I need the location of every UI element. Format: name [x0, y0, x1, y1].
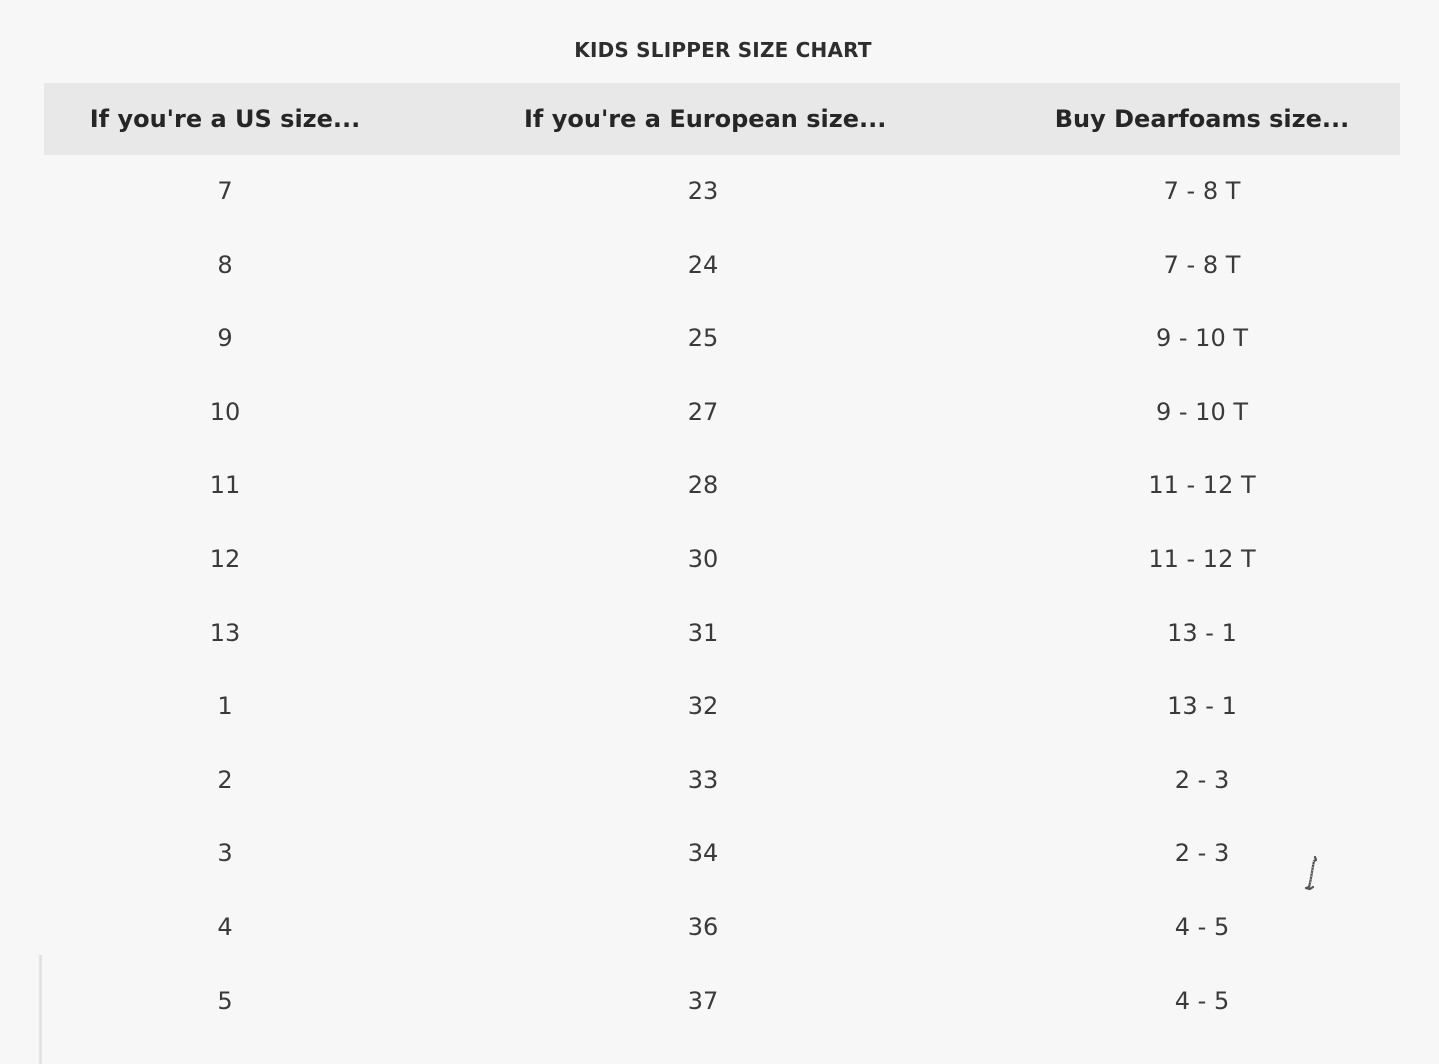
european-size-cell: 30: [687, 544, 719, 573]
header-dearfoams-size: Buy Dearfoams size...: [1054, 105, 1350, 133]
left-edge-shadow: [38, 955, 43, 1064]
european-size-cell: 28: [687, 471, 719, 500]
dearfoams-size-cell: 11 - 12 T: [1148, 471, 1256, 500]
table-row: [44, 376, 1400, 450]
european-size-cell: 31: [687, 618, 719, 647]
us-size-cell: 11: [209, 471, 241, 500]
dearfoams-size-cell: 7 - 8 T: [1163, 250, 1241, 279]
table-row: [44, 449, 1400, 523]
dearfoams-size-cell: 13 - 1: [1167, 692, 1237, 721]
table-row: [44, 155, 1400, 229]
us-size-cell: 5: [217, 986, 233, 1015]
table-row: [44, 670, 1400, 744]
us-size-cell: 7: [217, 177, 233, 205]
table-row: [44, 302, 1400, 376]
european-size-cell: 23: [687, 177, 719, 205]
table-row: [44, 229, 1400, 303]
european-size-cell: 27: [687, 397, 719, 426]
dearfoams-size-cell: 9 - 10 T: [1155, 397, 1248, 426]
table-row: [44, 817, 1400, 891]
us-size-cell: 3: [217, 839, 233, 868]
table-row: [44, 891, 1400, 965]
dearfoams-size-cell: 11 - 12 T: [1148, 544, 1256, 573]
table-header: [44, 83, 1400, 155]
dearfoams-size-cell: 4 - 5: [1174, 912, 1230, 941]
dearfoams-size-cell: 9 - 10 T: [1155, 324, 1248, 353]
dearfoams-size-cell: 4 - 5: [1174, 986, 1230, 1015]
table-row: [44, 597, 1400, 671]
us-size-cell: 10: [209, 397, 241, 426]
chart-title: KIDS SLIPPER SIZE CHART: [574, 38, 872, 62]
header-us-size: If you're a US size...: [89, 105, 361, 133]
dearfoams-size-cell: 2 - 3: [1174, 765, 1230, 794]
header-european-size: If you're a European size...: [524, 105, 887, 133]
us-size-cell: 8: [217, 250, 233, 279]
us-size-cell: 13: [209, 618, 241, 647]
table-row: [44, 965, 1400, 1039]
us-size-cell: 4: [217, 912, 233, 941]
european-size-cell: 37: [687, 986, 719, 1015]
european-size-cell: 24: [687, 250, 719, 279]
table-row: [44, 744, 1400, 818]
dearfoams-size-cell: 13 - 1: [1167, 618, 1237, 647]
european-size-cell: 34: [687, 839, 719, 868]
dearfoams-size-cell: 7 - 8 T: [1163, 177, 1241, 205]
us-size-cell: 1: [217, 692, 233, 721]
table-body: [44, 155, 1400, 1038]
dearfoams-size-cell: 2 - 3: [1174, 839, 1230, 868]
text-cursor-icon: [1302, 854, 1322, 894]
us-size-cell: 9: [217, 324, 233, 353]
european-size-cell: 33: [687, 765, 719, 794]
us-size-cell: 12: [209, 544, 241, 573]
european-size-cell: 25: [687, 324, 719, 353]
us-size-cell: 2: [217, 765, 233, 794]
european-size-cell: 36: [687, 912, 719, 941]
table-row: [44, 523, 1400, 597]
european-size-cell: 32: [687, 692, 719, 721]
